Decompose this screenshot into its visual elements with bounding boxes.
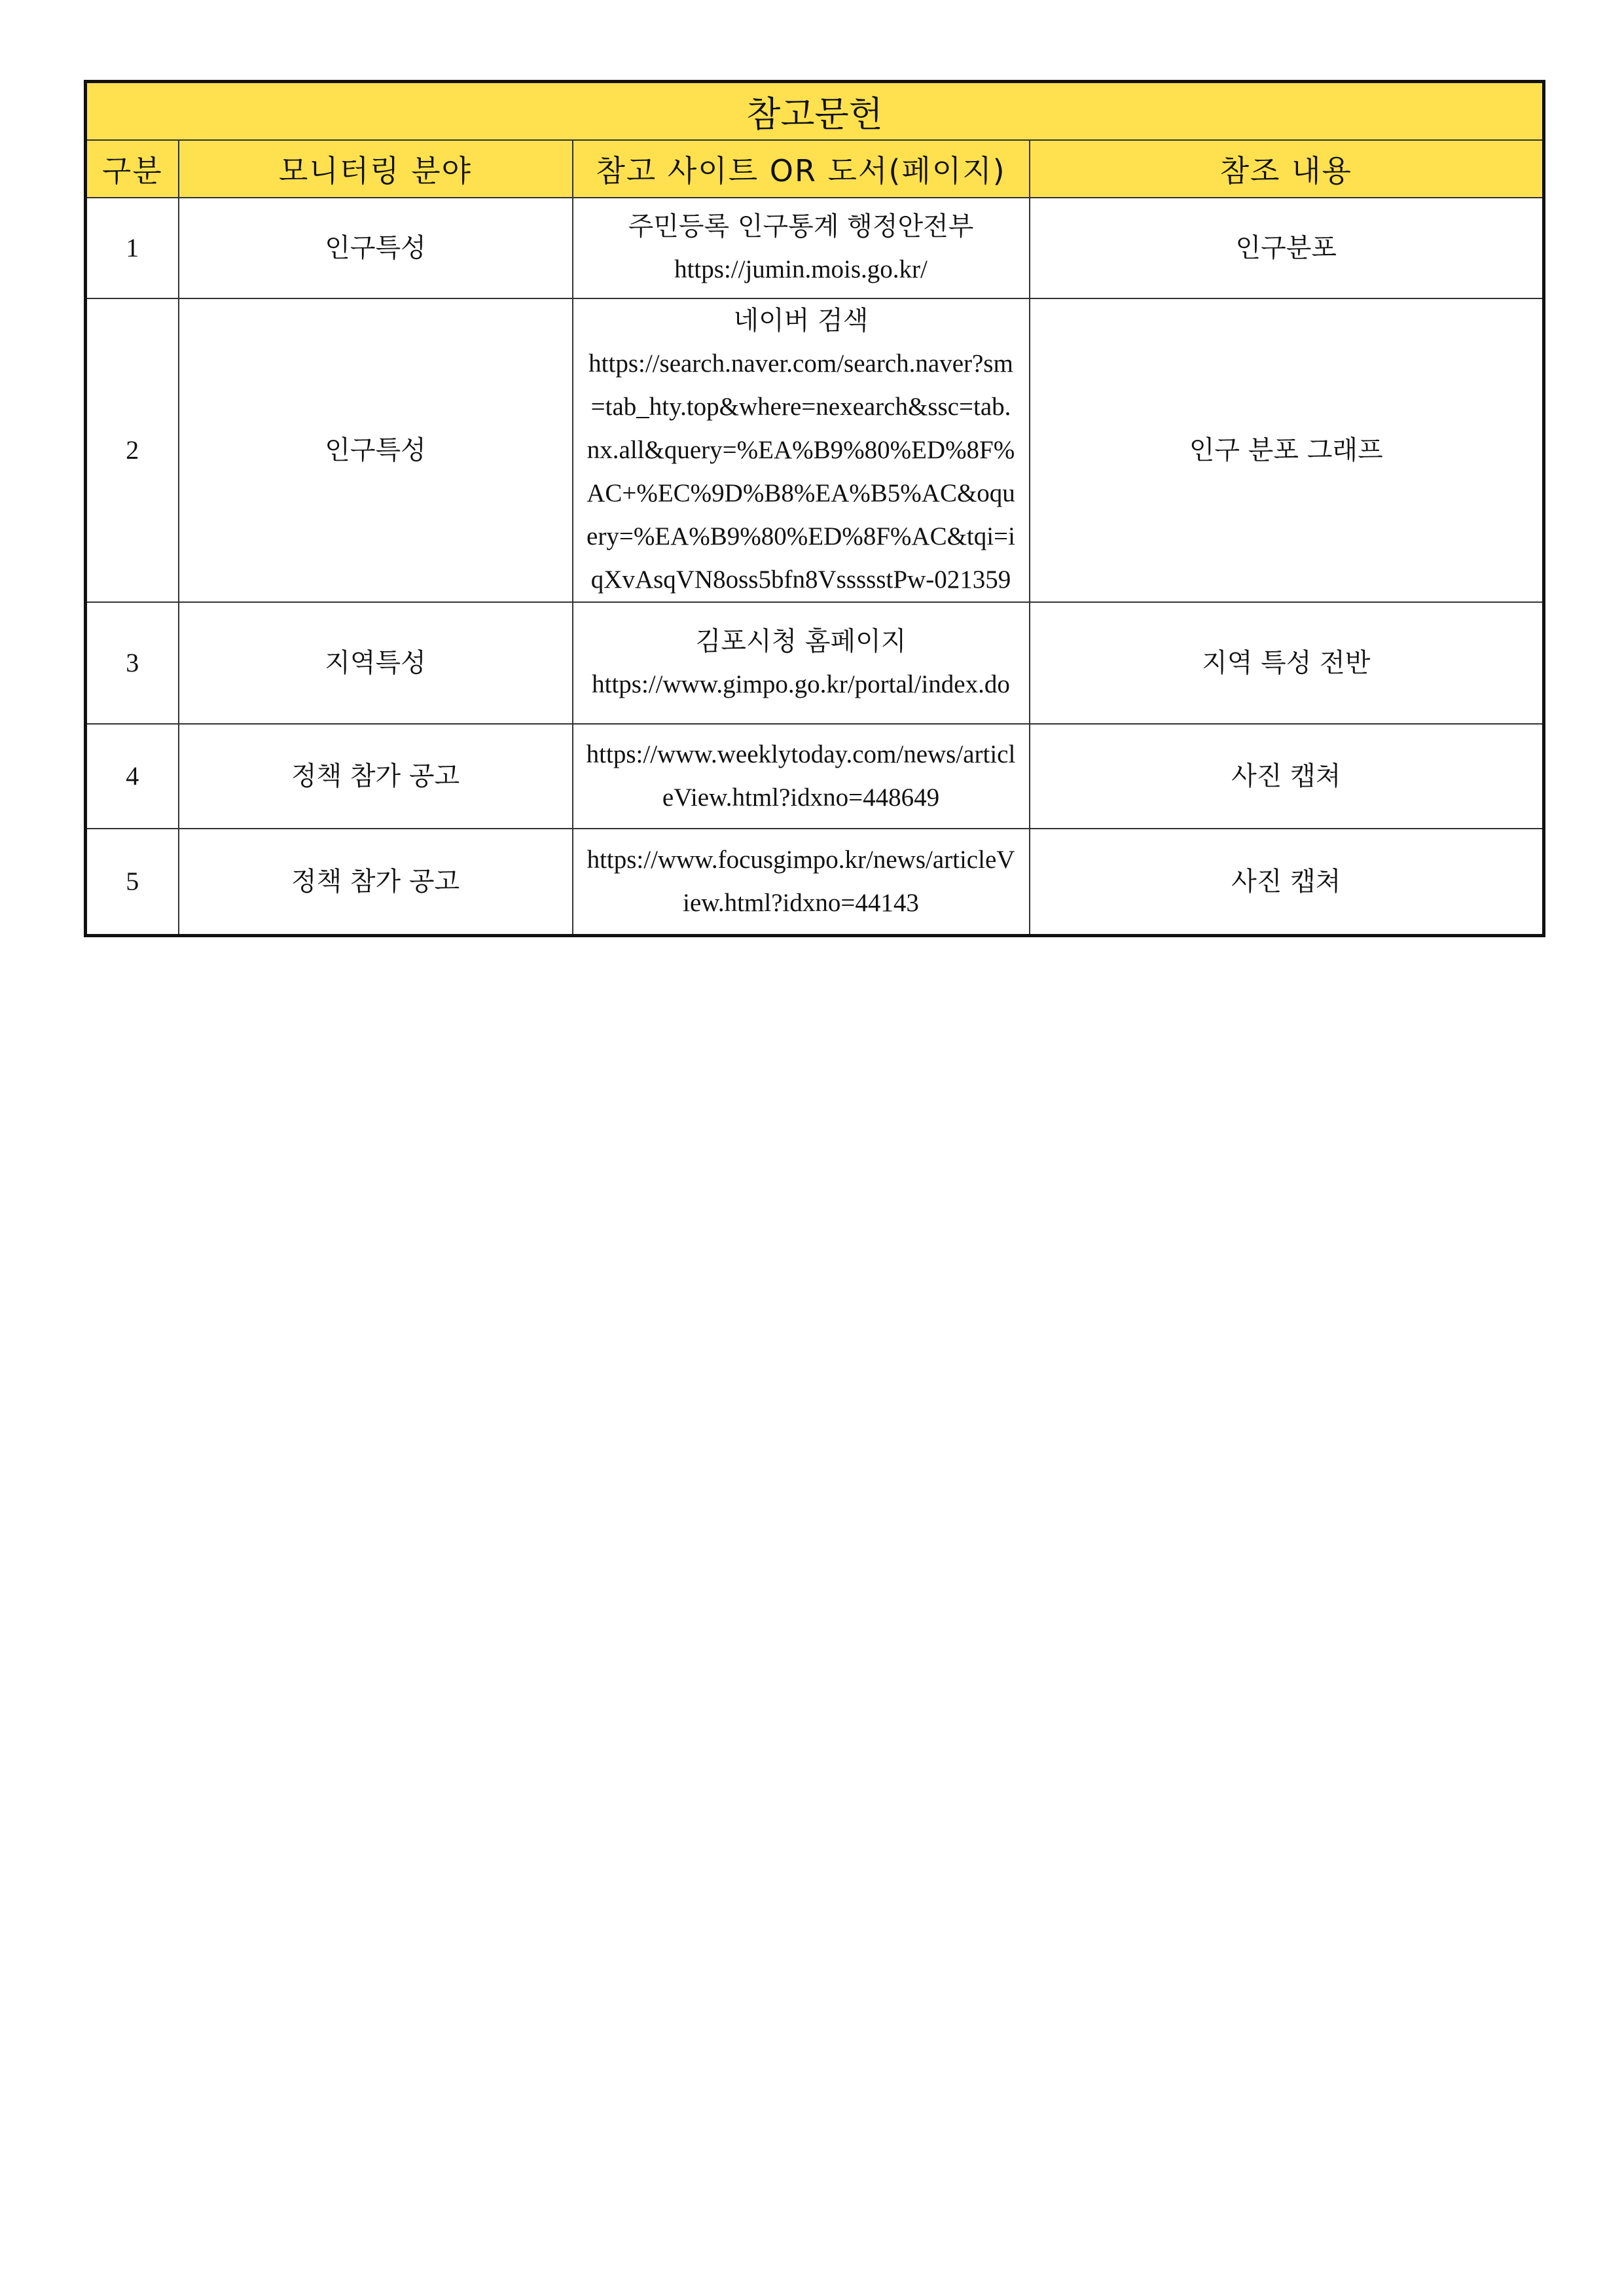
row-content: 인구 분포 그래프 xyxy=(1030,298,1544,602)
header-category: 구분 xyxy=(86,140,179,198)
table-header-row xyxy=(86,140,1544,198)
row-content: 사진 캡쳐 xyxy=(1030,724,1544,829)
source-site-name: 김포시청 홈페이지 xyxy=(695,626,907,656)
header-reference-content: 참조 내용 xyxy=(1030,140,1544,198)
row-source xyxy=(573,724,1030,829)
source-url-link[interactable]: https://search.naver.com/search.naver?sm=tab_hty.top&where=nexearch&ssc=tab.nx.all&query=%EA%B9%80%ED%8F%AC+%EC%9D%B8%EA%B5%AC&oquery=%EA%B9%80%ED%8F%AC&tqi=iqXvAsqVN8oss5bfn8VssssstPw-021359 xyxy=(586,350,1015,594)
row-source xyxy=(573,298,1030,602)
row-content: 인구분포 xyxy=(1030,198,1544,298)
source-url-link[interactable]: https://www.weeklytoday.com/news/articleView.html?idxno=448649 xyxy=(586,740,1016,812)
table-row xyxy=(86,829,1544,936)
source-site-name: 주민등록 인구통계 행정안전부 xyxy=(628,211,974,242)
references-table xyxy=(84,80,1545,937)
source-site-name: 네이버 검색 xyxy=(733,306,869,336)
row-content: 사진 캡쳐 xyxy=(1030,829,1544,936)
source-url-link[interactable]: https://www.focusgimpo.kr/news/articleView.html?idxno=44143 xyxy=(586,846,1015,917)
row-source xyxy=(573,198,1030,298)
table-row xyxy=(86,602,1544,724)
header-reference-source: 참고 사이트 OR 도서(페이지) xyxy=(573,140,1030,198)
table-title-row xyxy=(86,82,1544,141)
table-title: 참고문헌 xyxy=(86,82,1544,141)
row-field: 지역특성 xyxy=(179,602,573,724)
table-row xyxy=(86,198,1544,298)
row-field: 정책 참가 공고 xyxy=(179,724,573,829)
row-content: 지역 특성 전반 xyxy=(1030,602,1544,724)
row-number: 3 xyxy=(86,602,179,724)
header-monitoring-field: 모니터링 분야 xyxy=(179,140,573,198)
row-number: 2 xyxy=(86,298,179,602)
source-url-link[interactable]: https://jumin.mois.go.kr/ xyxy=(674,255,928,283)
row-field: 정책 참가 공고 xyxy=(179,829,573,936)
row-number: 4 xyxy=(86,724,179,829)
row-number: 5 xyxy=(86,829,179,936)
row-source xyxy=(573,602,1030,724)
table-row xyxy=(86,724,1544,829)
table-row xyxy=(86,298,1544,602)
row-number: 1 xyxy=(86,198,179,298)
row-source xyxy=(573,829,1030,936)
row-field: 인구특성 xyxy=(179,298,573,602)
source-url-link[interactable]: https://www.gimpo.go.kr/portal/index.do xyxy=(592,670,1010,698)
row-field: 인구특성 xyxy=(179,198,573,298)
